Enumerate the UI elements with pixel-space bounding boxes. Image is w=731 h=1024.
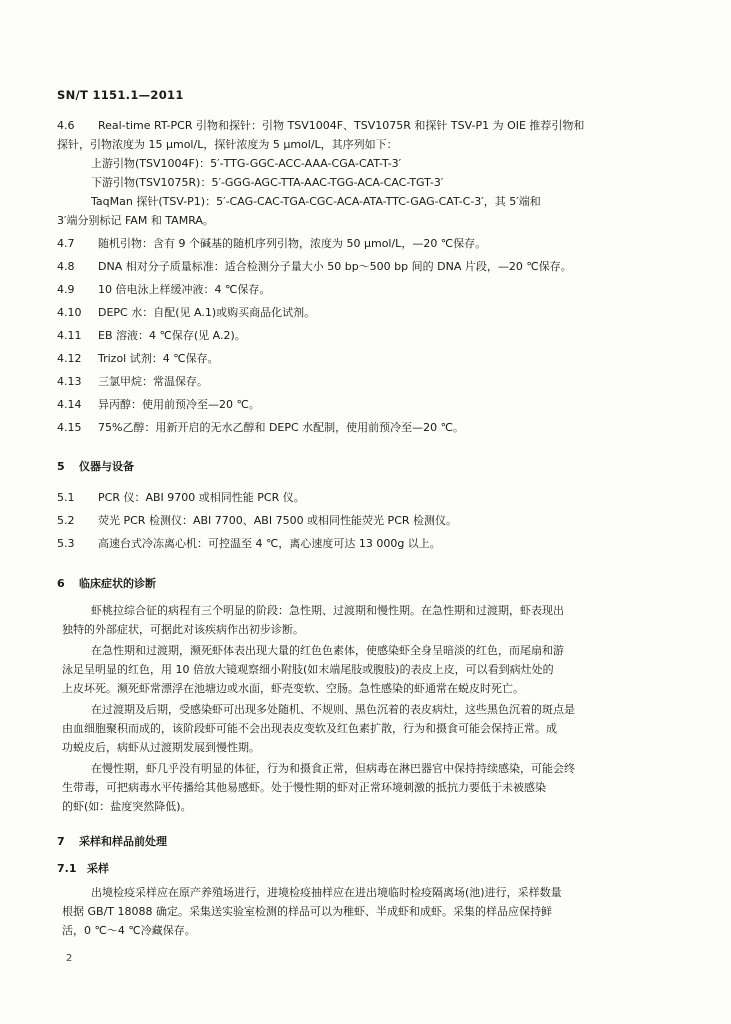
clause-number: 4.13 (57, 375, 82, 388)
clause-text: 三氯甲烷：常温保存。 (98, 375, 208, 388)
clause-number: 4.8 (57, 260, 75, 273)
clause-4-12 (57, 350, 219, 368)
section-title: 采样 (87, 862, 109, 875)
downstream-primer: 下游引物(TSV1075R)：5′-GGG-AGC-TTA-AAC-TGG-ACA-CAC-TGT-3′ (91, 176, 444, 189)
section-5-heading (57, 458, 134, 474)
clause-text: 高速台式冷冻离心机：可控温至 4 ℃，离心速度可达 13 000g 以上。 (98, 537, 441, 550)
clause-4-10 (57, 304, 315, 322)
clause-number: 4.14 (57, 398, 82, 411)
clause-4-9 (57, 281, 270, 299)
section-title: 临床症状的诊断 (79, 577, 156, 590)
paragraph-line: 生带毒，可把病毒水平传播给其他易感虾。处于慢性期的虾对正常环境刺激的抵抗力要低于未被感染 (62, 781, 546, 794)
paragraph-line: 在过渡期及后期，受感染虾可出现多处随机、不规则、黑色沉着的表皮病灶，这些黑色沉着的斑点是 (91, 703, 575, 716)
clause-5-2 (57, 512, 457, 530)
clause-number: 4.7 (57, 237, 75, 250)
clause-text: 10 倍电泳上样缓冲液：4 ℃保存。 (98, 283, 271, 296)
clause-text: Real-time RT-PCR 引物和探针：引物 TSV1004F、TSV1075R 和探针 TSV-P1 为 OIE 推荐引物和 (98, 119, 585, 132)
clause-text: EB 溶液：4 ℃保存(见 A.2)。 (98, 329, 246, 342)
section-7-1-heading (57, 860, 109, 876)
paragraph-line: 在急性期和过渡期，濒死虾体表出现大量的红色色素体，使感染虾全身呈暗淡的红色，而尾扇和游 (91, 644, 564, 657)
paragraph-line: 的虾(如：盐度突然降低)。 (62, 800, 192, 813)
clause-number: 5.3 (57, 537, 75, 550)
section-number: 7 (57, 835, 65, 848)
clause-text: 异丙醇：使用前预冷至—20 ℃。 (98, 398, 260, 411)
clause-5-3 (57, 535, 441, 553)
clause-number: 5.1 (57, 491, 75, 504)
clause-number: 4.11 (57, 329, 82, 342)
clause-4-15 (57, 419, 464, 437)
paragraph-line: 独特的外部症状，可据此对该疾病作出初步诊断。 (62, 623, 304, 636)
clause-4-13 (57, 373, 208, 391)
section-6-heading (57, 575, 156, 591)
paragraph-line: 由血细胞聚积而成的，该阶段虾可能不会出现表皮变软及红色素扩散，行为和摄食可能会保持正常。成 (62, 722, 557, 735)
page-number: 2 (66, 953, 73, 964)
upstream-primer: 上游引物(TSV1004F)：5′-TTG-GGC-ACC-AAA-CGA-CAT-T-3′ (91, 157, 402, 170)
section-number: 5 (57, 460, 65, 473)
paragraph-line: 在慢性期，虾几乎没有明显的体征，行为和摄食正常，但病毒在淋巴器官中保持持续感染，可能会终 (91, 762, 575, 775)
paragraph-line: 虾桃拉综合征的病程有三个明显的阶段：急性期、过渡期和慢性期。在急性期和过渡期，虾表现出 (91, 604, 564, 617)
clause-4-6-cont: 探针，引物浓度为 15 μmol/L，探针浓度为 5 μmol/L，其序列如下： (57, 138, 398, 151)
clause-text: 随机引物：含有 9 个碱基的随机序列引物，浓度为 50 μmol/L，—20 ℃保存。 (98, 237, 487, 250)
clause-5-1 (57, 489, 305, 507)
section-title: 采样和样品前处理 (79, 835, 167, 848)
clause-text: 荧光 PCR 检测仪：ABI 7700、ABI 7500 或相同性能荧光 PCR 检测仪。 (98, 514, 458, 527)
clause-text: 75%乙醇：用新开启的无水乙醇和 DEPC 水配制，使用前预冷至—20 ℃。 (98, 421, 465, 434)
clause-4-7 (57, 235, 486, 253)
clause-text: Trizol 试剂：4 ℃保存。 (98, 352, 219, 365)
clause-number: 4.15 (57, 421, 82, 434)
clause-4-6 (57, 117, 584, 135)
paragraph-line: 上皮坏死。濒死虾常漂浮在池塘边或水面，虾壳变软、空肠。急性感染的虾通常在蜕皮时死亡。 (62, 682, 524, 695)
clause-number: 4.6 (57, 119, 75, 132)
clause-text: PCR 仪：ABI 9700 或相同性能 PCR 仪。 (98, 491, 305, 504)
paragraph-line: 活，0 ℃～4 ℃冷藏保存。 (62, 924, 196, 937)
paragraph-line: 根据 GB/T 18088 确定。采集送实验室检测的样品可以为稚虾、半成虾和成虾。采集的样品应保持鲜 (62, 905, 552, 918)
probe-line: TaqMan 探针(TSV-P1)：5′-CAG-CAC-TGA-CGC-ACA-ATA-TTC-GAG-CAT-C-3′，其 5′端和 (91, 195, 541, 208)
section-number: 7.1 (57, 862, 77, 875)
section-number: 6 (57, 577, 65, 590)
clause-4-14 (57, 396, 260, 414)
section-7-heading (57, 833, 167, 849)
clause-text: DNA 相对分子质量标准：适合检测分子量大小 50 bp～500 bp 间的 DNA 片段，—20 ℃保存。 (98, 260, 572, 273)
clause-number: 5.2 (57, 514, 75, 527)
clause-text: DEPC 水：自配(见 A.1)或购买商品化试剂。 (98, 306, 316, 319)
clause-number: 4.10 (57, 306, 82, 319)
clause-4-8 (57, 258, 572, 276)
clause-number: 4.9 (57, 283, 75, 296)
paragraph-line: 泳足呈明显的红色，用 10 倍放大镜观察细小附肢(如末端尾肢或腹肢)的表皮上皮，可以看到病灶处的 (62, 663, 554, 676)
document-header: SN/T 1151.1—2011 (57, 88, 184, 102)
paragraph-line: 出境检疫采样应在原产养殖场进行，进境检疫抽样应在进出境临时检疫隔离场(池)进行，采样数量 (91, 886, 562, 899)
paragraph-line: 功蜕皮后，病虾从过渡期发展到慢性期。 (62, 741, 260, 754)
clause-4-11 (57, 327, 246, 345)
clause-number: 4.12 (57, 352, 82, 365)
probe-line-cont: 3′端分别标记 FAM 和 TAMRA。 (57, 214, 214, 227)
section-title: 仪器与设备 (79, 460, 134, 473)
